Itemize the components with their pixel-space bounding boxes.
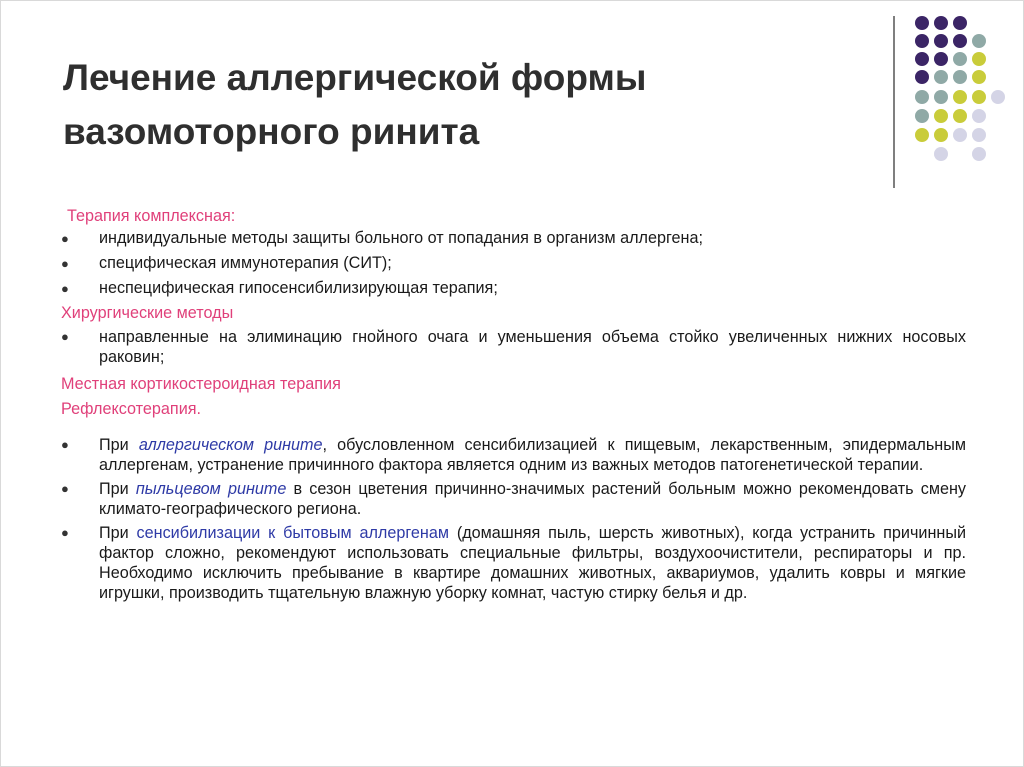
bullet-icon: ●: [61, 481, 69, 496]
decorative-dot: [915, 70, 929, 84]
decorative-dot: [972, 147, 986, 161]
decorative-dot: [915, 52, 929, 66]
bullet-icon: ●: [61, 437, 69, 452]
slide-body: [61, 205, 966, 603]
vertical-divider: [893, 16, 895, 188]
decorative-dot: [953, 34, 967, 48]
bullet-icon: ●: [61, 329, 69, 344]
highlight-term: пыльцевом рините: [135, 480, 287, 498]
decorative-dot: [934, 70, 948, 84]
decorative-dot: [934, 90, 948, 104]
bullet-icon: ●: [61, 256, 69, 271]
note-item: [61, 479, 966, 519]
list-item: [61, 228, 966, 249]
list-item-text: специфическая иммунотерапия (СИТ);: [99, 254, 392, 272]
therapy-heading: Терапия комплексная:: [67, 207, 236, 225]
highlight-term: сенсибилизации к бытовым аллергенам: [136, 524, 449, 542]
decorative-dot: [972, 109, 986, 123]
decorative-dot: [934, 128, 948, 142]
list-item-text: индивидуальные методы защиты больного от попадания в организм аллергена;: [99, 229, 703, 247]
note-text: При сенсибилизации к бытовым аллергенам (домашняя пыль, шерсть животных), когда устранить причинный фактор сложно, рекомендуют использовать специальные фильтры, воздухоочистители, респираторы и пр. Необходимо исключить пребывание в квартире домашних животных, аквариумов, удалить ковры и мягкие игрушки, производить тщательную влажную уборку комнат, частую стирку белья и др.: [99, 524, 967, 602]
bullet-icon: ●: [61, 525, 69, 540]
decorative-dot: [934, 147, 948, 161]
list-item: [61, 278, 966, 299]
decorative-dot: [953, 109, 967, 123]
decorative-dot: [934, 16, 948, 30]
surgical-heading: Хирургические методы: [61, 304, 234, 322]
reflexotherapy-heading: Рефлексотерапия.: [61, 400, 201, 418]
list-item-text: направленные на элиминацию гнойного очага и уменьшения объема стойко увеличенных нижних носовых раковин;: [99, 328, 966, 366]
decorative-dot: [915, 90, 929, 104]
note-text: При пыльцевом рините в сезон цветения причинно-значимых растений больным можно рекомендовать смену климато-географического региона.: [99, 480, 966, 518]
decorative-dot: [953, 70, 967, 84]
decorative-dot: [934, 52, 948, 66]
local-therapy-heading: Местная кортикостероидная терапия: [61, 375, 341, 393]
decorative-dot: [953, 52, 967, 66]
decorative-dot: [953, 90, 967, 104]
decorative-dot: [972, 128, 986, 142]
note-item: [61, 435, 966, 475]
slide-title: Лечение аллергической формы вазомоторного ринита: [63, 57, 647, 152]
note-text: При аллергическом рините, обусловленном сенсибилизацией к пищевым, лекарственным, эпидермальным аллергенам, устранение причинного фактора является одним из важных методов патогенетической терапии.: [99, 436, 967, 474]
decorative-dot: [953, 16, 967, 30]
decorative-dot: [972, 52, 986, 66]
bullet-icon: ●: [61, 281, 69, 296]
decorative-dot: [934, 34, 948, 48]
decorative-dot: [915, 109, 929, 123]
list-item: [61, 327, 966, 367]
decorative-dot: [972, 70, 986, 84]
decorative-dot: [953, 128, 967, 142]
decorative-dot: [972, 90, 986, 104]
decorative-dot: [934, 109, 948, 123]
list-item: [61, 253, 966, 274]
decorative-dot: [915, 16, 929, 30]
decorative-dot: [991, 90, 1005, 104]
bullet-icon: ●: [61, 231, 69, 246]
decorative-dot: [972, 34, 986, 48]
decorative-dot: [915, 128, 929, 142]
note-item: [61, 523, 966, 603]
highlight-term: аллергическом рините: [138, 436, 323, 454]
list-item-text: неспецифическая гипосенсибилизирующая терапия;: [99, 279, 498, 297]
decorative-dot: [915, 34, 929, 48]
